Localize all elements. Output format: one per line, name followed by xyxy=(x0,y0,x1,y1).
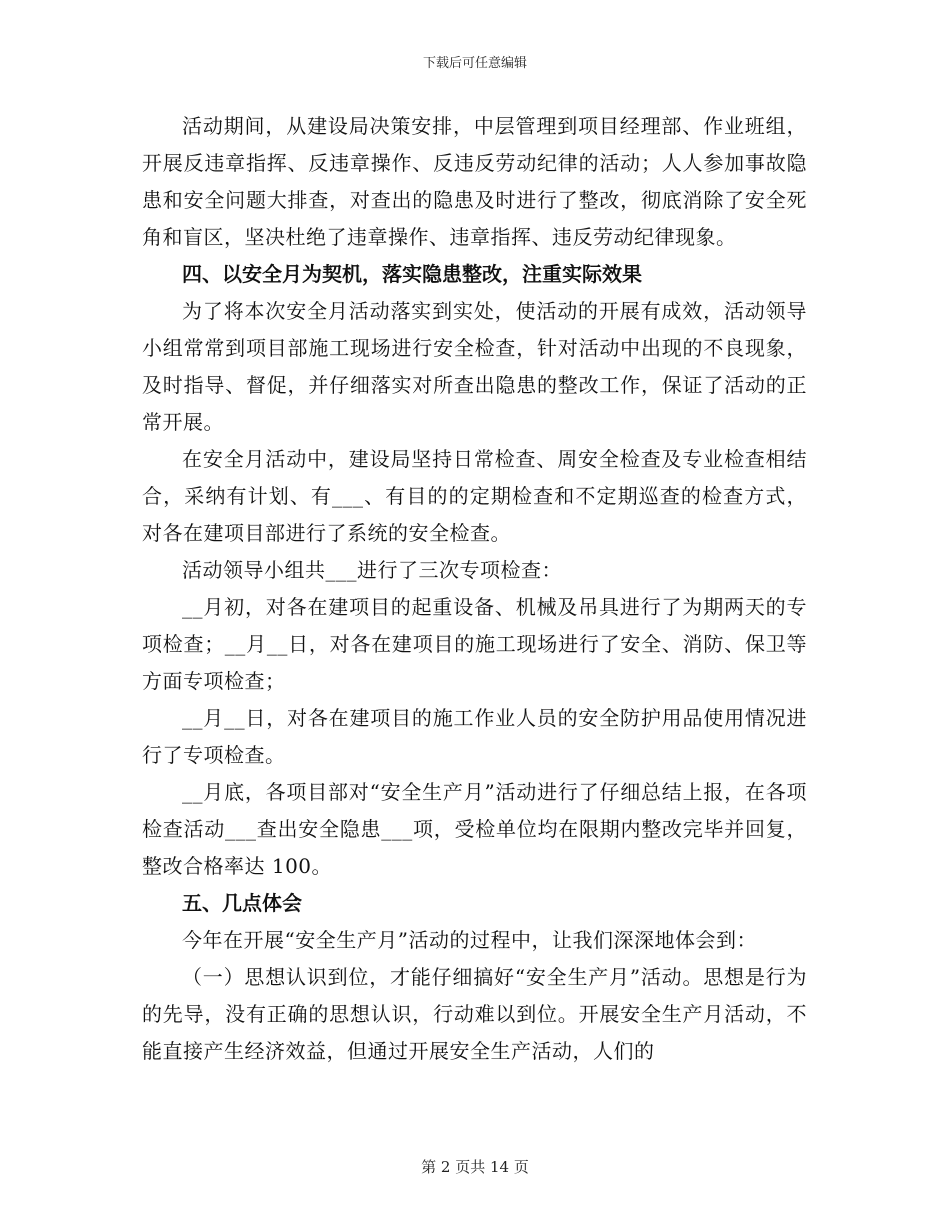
paragraph: 活动领导小组共___进行了三次专项检查： xyxy=(182,558,562,582)
paragraph: 活动期间，从建设局决策安排，中层管理到项目经理部、作业班组，开展反违章指挥、反违章操作、反违反劳动纪律的活动；人人参加事故隐患和安全问题大排查，对查出的隐患及时进行了整改，彻底消除了安全死角和盲区，坚决杜绝了违章操作、违章指挥、违反劳动纪律现象。 xyxy=(142,114,807,249)
page-header: 下载后可任意编辑 xyxy=(422,56,527,71)
paragraph: 今年在开展“安全生产月”活动的过程中，让我们深深地体会到： xyxy=(182,928,757,952)
section-heading: 五、几点体会 xyxy=(182,891,302,915)
paragraph: 为了将本次安全月活动落实到实处，使活动的开展有成效，活动领导小组常常到项目部施工现场进行安全检查，针对活动中出现的不良现象，及时指导、督促，并仔细落实对所查出隐患的整改工作，保证了活动的正常开展。 xyxy=(142,299,807,434)
paragraph: （一）思想认识到位，才能仔细搞好“安全生产月”活动。思想是行为的先导，没有正确的思想认识，行动难以到位。开展安全生产月活动，不能直接产生经济效益，但通过开展安全生产活动，人们的 xyxy=(142,965,807,1063)
paragraph: 在安全月活动中，建设局坚持日常检查、周安全检查及专业检查相结合，采纳有计划、有___、有目的的定期检查和不定期巡查的检查方式，对各在建项目部进行了系统的安全检查。 xyxy=(142,447,807,545)
paragraph: __月底，各项目部对“安全生产月”活动进行了仔细总结上报，在各项检查活动___查出安全隐患___项，受检单位均在限期内整改完毕并回复，整改合格率达 100。 xyxy=(142,780,807,878)
document-body xyxy=(142,108,807,1070)
page-footer: 第 2 页共 14 页 xyxy=(421,1158,529,1176)
section-heading: 四、以安全月为契机，落实隐患整改，注重实际效果 xyxy=(182,262,642,286)
paragraph: __月初，对各在建项目的起重设备、机械及吊具进行了为期两天的专项检查；__月__日，对各在建项目的施工现场进行了安全、消防、保卫等方面专项检查； xyxy=(142,595,807,693)
paragraph: __月__日，对各在建项目的施工作业人员的安全防护用品使用情况进行了专项检查。 xyxy=(142,706,807,767)
